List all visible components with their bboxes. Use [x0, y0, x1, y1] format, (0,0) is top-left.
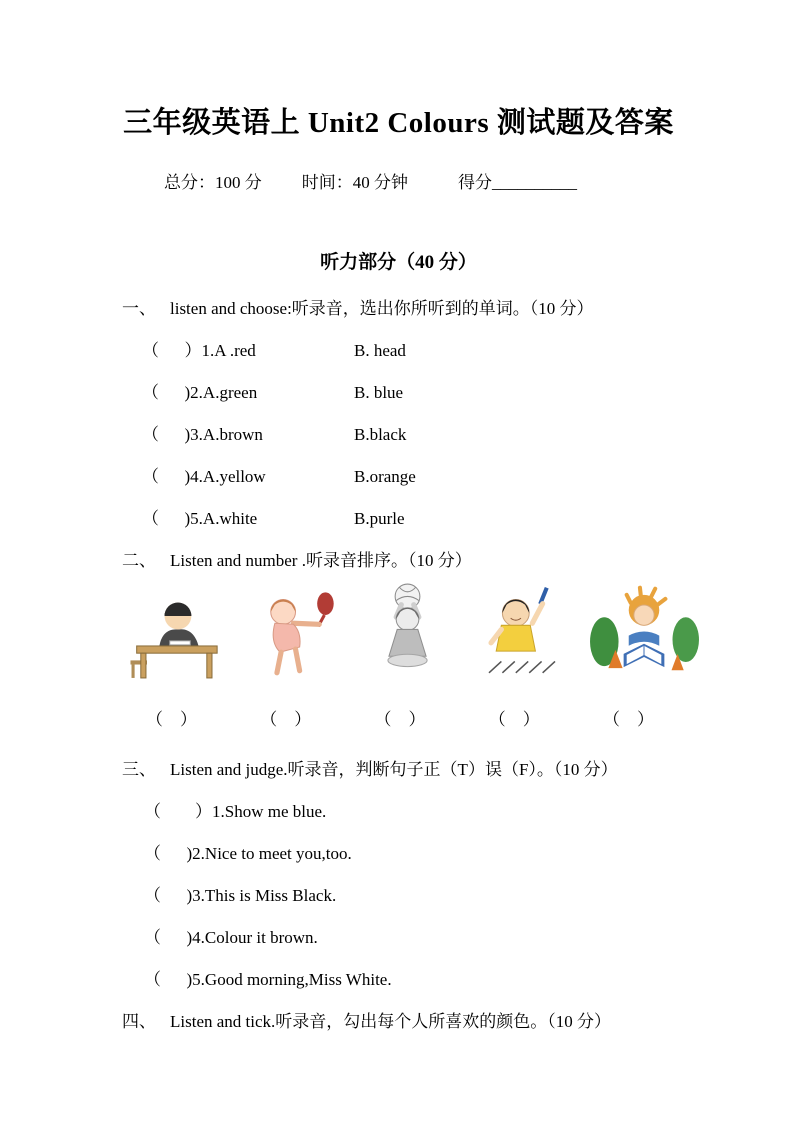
part3-items	[122, 802, 675, 990]
total-score-label: 总分：100 分	[164, 173, 262, 192]
part1-items	[122, 341, 675, 529]
judge-line: （ )4.Colour it brown.	[144, 928, 318, 947]
option-a: （ ）1.A .red	[142, 341, 256, 360]
child-with-table-tennis-paddle-icon	[246, 582, 344, 685]
part4-heading	[122, 1012, 675, 1032]
number-answer-brackets	[146, 705, 654, 730]
judge-line: （ ）1.Show me blue.	[144, 802, 327, 821]
option-b: B. blue	[354, 383, 404, 402]
part2-instruction: Listen and number .听录音排序。（10 分）	[170, 551, 472, 570]
part1-number: 一、	[122, 299, 156, 318]
option-b: B.orange	[354, 467, 416, 486]
answer-bracket: （ ）	[374, 710, 426, 729]
girl-holding-ball-icon	[358, 582, 456, 685]
answer-bracket: （ ）	[146, 710, 197, 729]
question-line	[122, 509, 675, 529]
part3-instruction: Listen and judge.听录音，判断句子正（T）误（F）。（10 分）	[170, 760, 618, 779]
question-line	[122, 425, 675, 445]
time-label: 时间：40 分钟	[301, 173, 408, 192]
option-b: B.black	[354, 425, 407, 444]
score-blank: 得分__________	[458, 173, 577, 192]
answer-bracket: （ ）	[260, 710, 312, 729]
part4-instruction: Listen and tick.听录音，勾出每个人所喜欢的颜色。（10 分）	[170, 1012, 612, 1031]
boy-writing-at-desk-icon	[128, 582, 232, 685]
option-b: B. head	[354, 341, 406, 360]
answer-bracket: （ ）	[603, 710, 654, 729]
part4-number: 四、	[122, 1012, 156, 1031]
child-reading-book-icon	[588, 582, 700, 685]
option-a: （ )4.A.yellow	[142, 467, 266, 486]
part2-illustrations	[122, 585, 675, 685]
question-line	[122, 341, 675, 361]
child-raising-pen-icon	[470, 582, 574, 685]
part1-instruction: listen and choose:听录音，选出你所听到的单词。（10 分）	[170, 299, 594, 318]
judge-line: （ )3.This is Miss Black.	[144, 886, 337, 905]
question-line	[122, 467, 675, 487]
part3-heading	[122, 760, 675, 780]
score-line	[122, 168, 675, 193]
part2-heading	[122, 551, 675, 571]
answer-bracket: （ ）	[488, 710, 540, 729]
part2-number: 二、	[122, 551, 156, 570]
section-heading: 听力部分（40 分）	[320, 252, 477, 273]
option-a: （ )3.A.brown	[142, 425, 263, 444]
option-b: B.purle	[354, 509, 405, 528]
part3-number: 三、	[122, 760, 156, 779]
judge-line: （ )2.Nice to meet you,too.	[144, 844, 352, 863]
question-line	[122, 383, 675, 403]
judge-line: （ )5.Good morning,Miss White.	[144, 970, 392, 989]
page-title: 三年级英语上 Unit2 Colours 测试题及答案	[123, 107, 674, 139]
option-a: （ )2.A.green	[142, 383, 258, 402]
part1-heading	[122, 299, 675, 319]
option-a: （ )5.A.white	[142, 509, 258, 528]
